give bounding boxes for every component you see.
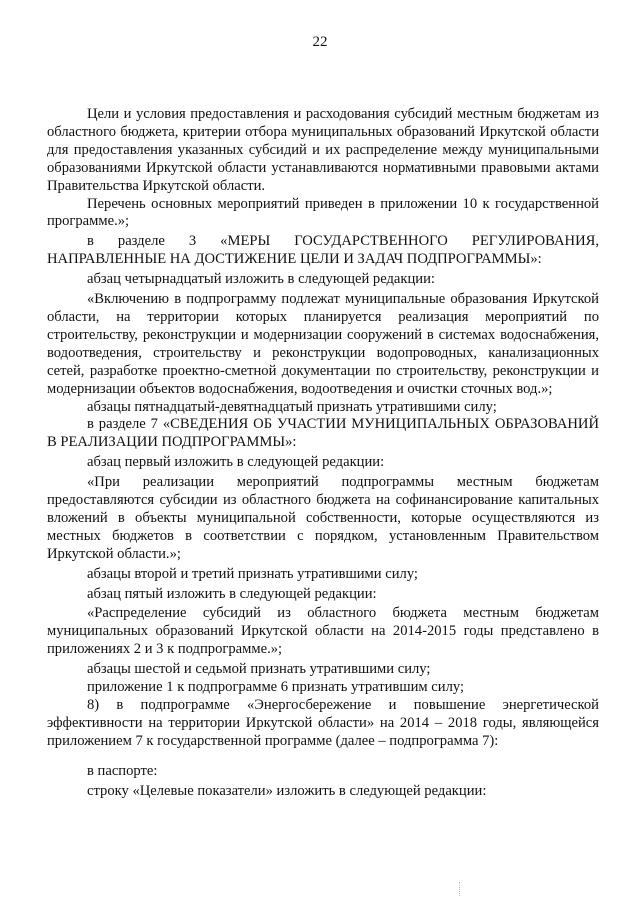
scan-artifact — [459, 882, 461, 896]
paragraph-inclusion-text: «Включению в подпрограмму подлежат муниципальные образования Иркутской области, на территории которых планируется реализация мероприятий по строительству, реконструкции и модернизации сооружений в системах водоснабжения, водоотведения, строительству и реконструкции водопроводных, канализационных сетей, разработке проектно-сметной документации по строительству, реконструкции и модернизации объектов водоснабжения, водоотведения и очистки сточных вод.»; — [47, 291, 599, 397]
document-body — [47, 106, 599, 801]
paragraph-sixth-seventh-void: абзацы шестой и седьмой признать утратившими силу; — [87, 661, 431, 678]
paragraph-target-indicators: строку «Целевые показатели» изложить в следующей редакции: — [87, 782, 487, 799]
paragraph-fourteenth-instruction: абзац четырнадцатый изложить в следующей редакции: — [87, 271, 435, 288]
paragraph-section-7-heading: в разделе 7 «СВЕДЕНИЯ ОБ УЧАСТИИ МУНИЦИПАЛЬНЫХ ОБРАЗОВАНИЙ В РЕАЛИЗАЦИИ ПОДПРОГРАММЫ»: — [47, 416, 599, 451]
paragraph-fifteenth-nineteenth-void: абзацы пятнадцатый-девятнадцатый признать утратившими силу; — [87, 398, 497, 415]
paragraph-section-3-heading: в разделе 3 «МЕРЫ ГОСУДАРСТВЕННОГО РЕГУЛИРОВАНИЯ, НАПРАВЛЕННЫЕ НА ДОСТИЖЕНИЕ ЦЕЛИ И ЗАДАЧ ПОДПРОГРАММЫ»: — [47, 233, 599, 268]
paragraph-item-8: 8) в подпрограмме «Энергосбережение и повышение энергетической эффективности на территории Иркутской области» на 2014 – 2018 годы, являющейся приложением 7 к государственной программе (далее – подпрограмма 7): — [47, 697, 599, 749]
paragraph-second-third-void: абзацы второй и третий признать утратившими силу; — [87, 565, 418, 582]
paragraph-in-passport: в паспорте: — [87, 762, 158, 779]
paragraph-subsidy-conditions: Цели и условия предоставления и расходования субсидий местным бюджетам из областного бюджета, критерии отбора муниципальных образований Иркутской области для предоставления указанных субсидий и их распределение между муниципальными образованиями Иркутской области устанавливаются нормативными правовыми актами Правительства Иркутской области. — [47, 106, 599, 194]
paragraph-distribution-text: «Распределение субсидий из областного бюджета местным бюджетам муниципальных образований Иркутской области на 2014-2015 годы представлено в приложениях 2 и 3 к подпрограмме.»; — [47, 605, 599, 658]
page-number: 22 — [312, 34, 328, 50]
paragraph-first-instruction: абзац первый изложить в следующей редакции: — [87, 454, 385, 471]
paragraph-fifth-instruction: абзац пятый изложить в следующей редакции: — [87, 585, 377, 602]
paragraph-activities-list: Перечень основных мероприятий приведен в приложении 10 к государственной программе.»; — [47, 195, 599, 230]
paragraph-appendix-1-void: приложение 1 к подпрограмме 6 признать утратившим силу; — [87, 679, 465, 696]
paragraph-implementation-text: «При реализации мероприятий подпрограммы местным бюджетам предоставляются субсидии из областного бюджета на софинансирование капитальных вложений в объекты муниципальной собственности, которые осуществляются из местных бюджетов в соответствии с порядком, установленным Правительством Иркутской области.»; — [47, 474, 599, 562]
